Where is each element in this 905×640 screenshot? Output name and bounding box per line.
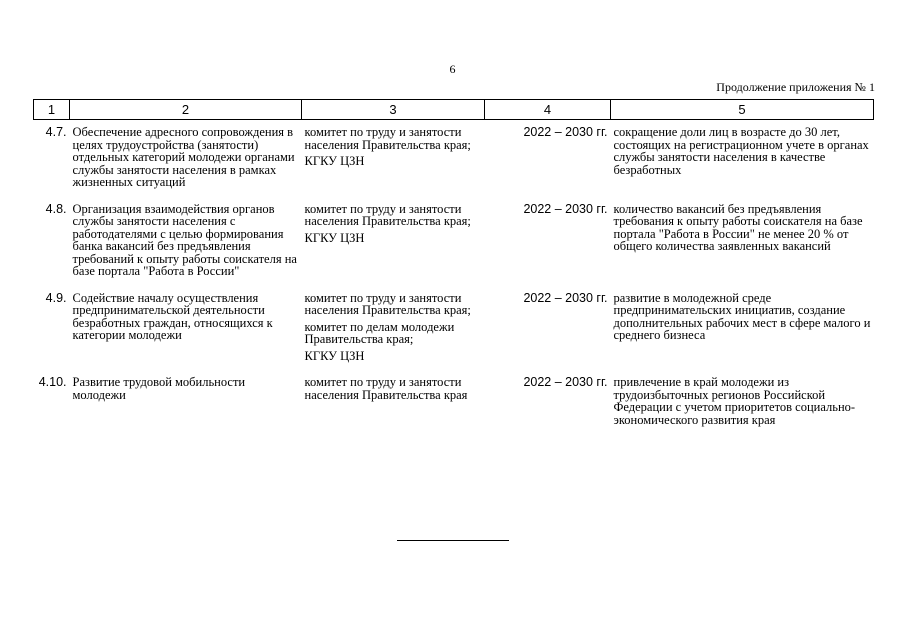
executors-cell bbox=[302, 120, 485, 197]
result-cell: привлечение в край молодежи из трудоизбыточных регионов Российской Федерации с учетом приоритетов социально-экономического развития края bbox=[613, 375, 856, 427]
executor: комитет по труду и занятости населения Правительства края; bbox=[304, 290, 471, 317]
column-header: 2 bbox=[70, 100, 302, 120]
executor: комитет по делам молодежи Правительства края; bbox=[304, 319, 455, 346]
executors-cell bbox=[302, 197, 485, 286]
row-number: 4.8. bbox=[45, 201, 67, 216]
column-header: 3 bbox=[302, 100, 485, 120]
result-cell: сокращение доли лиц в возрасте до 30 лет, состоящих на регистрационном учете в органах службы занятости населения в качестве безработных bbox=[613, 125, 869, 177]
executor: комитет по труду и занятости населения Правительства края; bbox=[304, 125, 471, 152]
period-cell: 2022 – 2030 гг. bbox=[523, 125, 608, 139]
executor: КГКУ ЦЗН bbox=[304, 348, 365, 363]
table-row bbox=[34, 120, 874, 197]
table-row bbox=[34, 197, 874, 286]
measures-table bbox=[33, 99, 874, 434]
activity-cell: Организация взаимодействия органов службы занятости населения с работодателями с целью формирования банка вакансий без предъявления требований к опыту работы соискателя на базе портала "Работа в России" bbox=[72, 201, 297, 278]
table-row bbox=[34, 286, 874, 371]
executors-cell bbox=[302, 370, 485, 434]
period-cell: 2022 – 2030 гг. bbox=[523, 290, 608, 305]
column-header: 1 bbox=[34, 100, 70, 120]
table-row bbox=[34, 370, 874, 434]
row-number: 4.10. bbox=[38, 375, 67, 389]
period-cell: 2022 – 2030 гг. bbox=[523, 201, 608, 216]
row-number: 4.7. bbox=[45, 125, 67, 139]
result-cell: количество вакансий без предъявления требования к опыту работы соискателя на базе портала "Работа в России" не менее 20 % от общего количества заявленных вакансий bbox=[613, 201, 863, 253]
activity-cell: Развитие трудовой мобильности молодежи bbox=[72, 375, 246, 402]
page-number: 6 bbox=[449, 62, 456, 76]
executors-cell bbox=[302, 286, 485, 371]
period-cell: 2022 – 2030 гг. bbox=[523, 375, 608, 389]
column-header: 5 bbox=[611, 100, 874, 120]
activity-cell: Содействие началу осуществления предпринимательской деятельности безработных граждан, относящихся к категории молодежи bbox=[72, 290, 273, 342]
column-header: 4 bbox=[485, 100, 611, 120]
appendix-note: Продолжение приложения № 1 bbox=[716, 80, 875, 94]
executor: КГКУ ЦЗН bbox=[304, 230, 365, 245]
executor: комитет по труду и занятости населения Правительства края; bbox=[304, 201, 471, 228]
activity-cell: Обеспечение адресного сопровождения в целях трудоустройства (занятости) отдельных категорий молодежи органами службы занятости населения в рамках жизненных ситуаций bbox=[72, 125, 295, 189]
executor: КГКУ ЦЗН bbox=[304, 154, 365, 168]
result-cell: развитие в молодежной среде предпринимательских инициатив, создание дополнительных рабочих мест в сфере малого и среднего бизнеса bbox=[613, 290, 871, 342]
executor: комитет по труду и занятости населения Правительства края bbox=[304, 375, 468, 402]
closing-separator-line bbox=[397, 540, 509, 541]
table-header bbox=[34, 100, 874, 120]
row-number: 4.9. bbox=[45, 290, 67, 305]
